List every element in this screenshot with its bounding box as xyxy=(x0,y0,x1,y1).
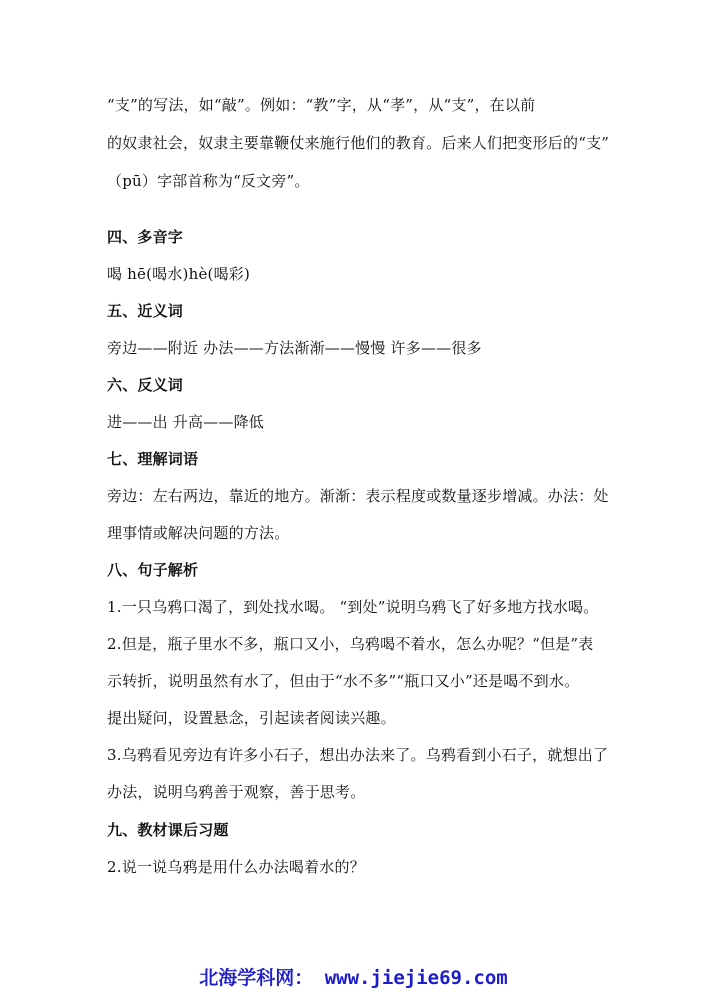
section8-line-3: 示转折，说明虽然有水了，但由于“水不多”“瓶口又小”还是喝不到水。 xyxy=(107,672,580,690)
section8-line-1: 1.一只乌鸦口渴了，到处找水喝。 “到处”说明乌鸦飞了好多地方找水喝。 xyxy=(107,598,599,616)
footer-watermark: 北海学科网： www.jiejie69.com xyxy=(199,967,508,989)
section4-content: 喝 hē(喝水)hè(喝彩) xyxy=(107,265,251,283)
section5-content: 旁边——附近 办法——方法渐渐——慢慢 许多——很多 xyxy=(107,339,482,357)
section9-heading: 九、教材课后习题 xyxy=(107,821,229,839)
intro-line-3: （pū）字部首称为“反文旁”。 xyxy=(107,172,310,190)
intro-line-1: “支”的写法，如“敲”。例如：“教”字，从“孝”，从“支”，在以前 xyxy=(107,96,536,114)
section6-content: 进——出 升高——降低 xyxy=(107,413,264,431)
section5-heading: 五、近义词 xyxy=(107,302,184,320)
section9-content: 2.说一说乌鸦是用什么办法喝着水的？ xyxy=(107,858,365,876)
section8-line-2: 2.但是，瓶子里水不多，瓶口又小，乌鸦喝不着水，怎么办呢？“但是”表 xyxy=(107,635,594,653)
section8-line-4: 提出疑问，设置悬念，引起读者阅读兴趣。 xyxy=(107,709,396,727)
section8-line-6: 办法，说明乌鸦善于观察，善于思考。 xyxy=(107,783,366,801)
intro-line-2: 的奴隶社会，奴隶主要靠鞭仗来施行他们的教育。后来人们把变形后的“支” xyxy=(107,134,610,152)
section8-heading: 八、句子解析 xyxy=(107,561,199,579)
section4-heading: 四、多音字 xyxy=(107,228,184,246)
section7-line-1: 旁边：左右两边，靠近的地方。渐渐：表示程度或数量逐步增减。办法：处 xyxy=(107,487,609,505)
section8-line-5: 3.乌鸦看见旁边有许多小石子，想出办法来了。乌鸦看到小石子，就想出了 xyxy=(107,746,609,764)
section7-heading: 七、理解词语 xyxy=(107,450,199,468)
section7-line-2: 理事情或解决问题的方法。 xyxy=(107,524,290,542)
section6-heading: 六、反义词 xyxy=(107,376,184,394)
